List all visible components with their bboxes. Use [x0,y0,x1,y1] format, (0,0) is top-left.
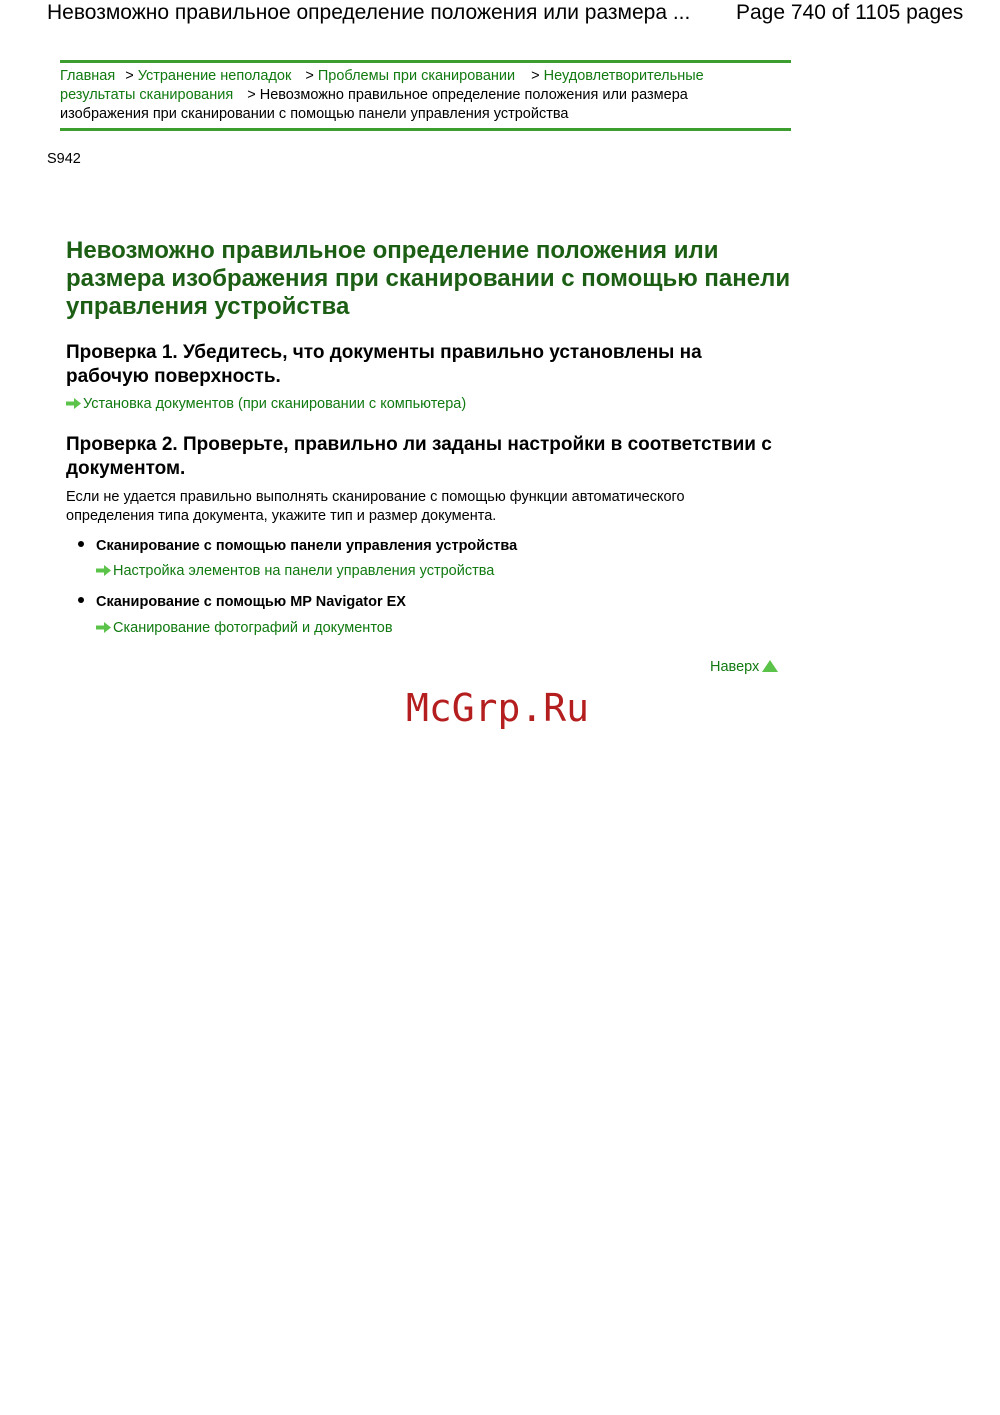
breadcrumb-unsatisfactory-line2: результаты сканирования [60,87,234,103]
breadcrumb-top-rule [60,60,791,63]
check2-description: Если не удается правильно выполнять сканирование с помощью функции автоматического определения типа документа, укажите тип и размер документа. [66,489,685,524]
list-item-link-row [96,620,393,636]
breadcrumb-troubleshooting-link[interactable]: Устранение неполадок [137,68,292,84]
arrow-right-icon [96,565,111,576]
list-item-link-row [96,563,494,579]
back-to-top-link[interactable]: Наверх [710,659,760,675]
check2-heading: Проверка 2. Проверьте, правильно ли заданы настройки в соответствии с документом. [66,434,772,479]
bullet-icon [78,541,84,547]
breadcrumb [60,60,791,132]
arrow-right-icon [66,398,81,409]
breadcrumb-current-line1: Невозможно правильное определение положения или размера [259,87,688,103]
breadcrumb-home-link[interactable]: Главная [60,68,116,84]
load-documents-link[interactable]: Установка документов (при сканировании с компьютера) [83,396,467,412]
list-item [78,594,406,610]
bullet-icon [78,597,84,603]
page-title: Невозможно правильное определение положения или размера изображения при сканировании с помощью панели управления устройства [66,237,791,320]
breadcrumb-scan-problems-link[interactable]: Проблемы при сканировании [317,68,516,84]
breadcrumb-separator: > [247,87,256,103]
arrow-right-icon [96,622,111,633]
breadcrumb-separator: > [531,68,540,84]
list-item [78,538,517,554]
panel-settings-link[interactable]: Настройка элементов на панели управления устройства [113,563,495,579]
list-item-label: Сканирование с помощью панели управления устройства [96,538,518,554]
back-to-top [710,659,778,675]
triangle-up-icon[interactable] [762,660,778,672]
breadcrumb-current-line2: изображения при сканировании с помощью панели управления устройства [60,106,569,122]
breadcrumb-text [60,67,760,124]
document-title: Невозможно правильное определение положения или размера ... [47,1,691,24]
breadcrumb-unsatisfactory-line1: Неудовлетворительные [543,68,704,84]
page-code: S942 [47,151,81,167]
page-counter: Page 740 of 1105 pages [736,1,964,24]
scan-photos-documents-link[interactable]: Сканирование фотографий и документов [113,620,393,636]
check1-heading: Проверка 1. Убедитесь, что документы правильно установлены на рабочую поверхность. [66,342,702,387]
breadcrumb-separator: > [125,68,134,84]
check1-link-row [66,396,466,412]
watermark: McGrp.Ru [406,686,590,730]
breadcrumb-bottom-rule [60,128,791,131]
breadcrumb-separator: > [305,68,314,84]
list-item-label: Сканирование с помощью MP Navigator EX [96,594,406,610]
